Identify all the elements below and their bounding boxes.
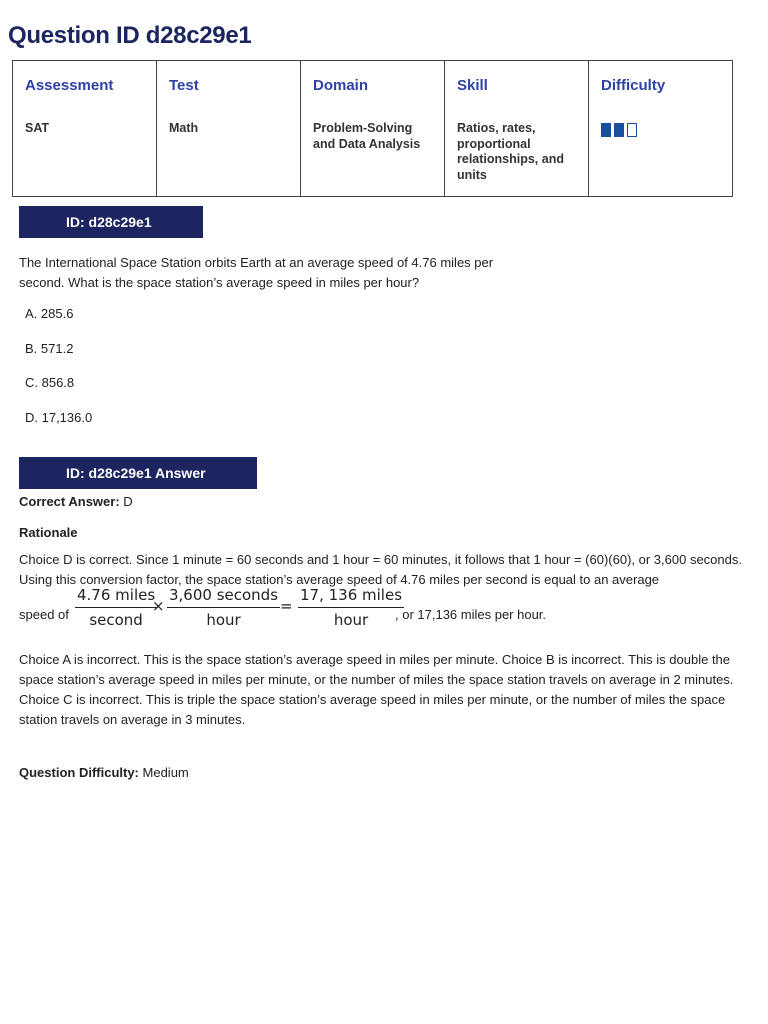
question-metadata-table xyxy=(12,60,733,197)
fraction-miles-per-second xyxy=(75,585,157,632)
skill-header: Skill xyxy=(457,77,488,94)
choice-c: C. 856.8 xyxy=(25,375,75,390)
difficulty-indicator xyxy=(601,123,720,137)
assessment-value: SAT xyxy=(25,121,50,135)
question-difficulty xyxy=(19,763,189,783)
fraction-denominator: hour xyxy=(333,611,369,629)
choice-d: D. 17,136.0 xyxy=(25,410,93,425)
choice-b: B. 571.2 xyxy=(25,341,74,356)
question-text: The International Space Station orbits Earth at an average speed of 4.76 miles per second. What is the space station’s average speed in miles per hour? xyxy=(19,255,494,290)
fraction-seconds-per-hour xyxy=(167,585,280,632)
answer-id-band: ID: d28c29e1 Answer xyxy=(19,457,257,489)
rationale-heading: Rationale xyxy=(19,525,78,540)
difficulty-cell xyxy=(589,61,733,197)
difficulty-header: Difficulty xyxy=(601,77,666,94)
test-cell xyxy=(157,61,301,197)
skill-cell xyxy=(445,61,589,197)
fraction-numerator: 3,600 seconds xyxy=(167,585,280,608)
times-sign: × xyxy=(152,597,165,615)
explanation-paragraph-2: Choice A is incorrect. This is the space station’s average speed in miles per minute. Choice B is incorrect. This is double the space station’s average speed in miles per minute, or the number of miles the space station travels on average in 2 minutes. Choice C is incorrect. This is triple the space station’s average speed in miles per minute, or the number of miles the space station travels on average in 3 minutes. xyxy=(19,652,734,727)
difficulty-bar-filled xyxy=(614,123,624,137)
test-header: Test xyxy=(169,77,199,94)
domain-header: Domain xyxy=(313,77,369,94)
equation-lead-text: speed of xyxy=(19,607,69,622)
fraction-denominator: second xyxy=(89,611,143,629)
question-id-band: ID: d28c29e1 xyxy=(19,206,203,238)
fraction-numerator: 4.76 miles xyxy=(75,585,157,608)
fraction-numerator: 17, 136 miles xyxy=(298,585,404,608)
equals-sign: = xyxy=(280,597,293,615)
difficulty-bar-filled xyxy=(601,123,611,137)
page-title: Question ID d28c29e1 xyxy=(8,22,252,49)
difficulty-value: Medium xyxy=(142,765,189,780)
correct-answer-value: D xyxy=(123,494,133,509)
assessment-cell xyxy=(13,61,157,197)
difficulty-label: Question Difficulty: xyxy=(19,765,139,780)
fraction-denominator: hour xyxy=(206,611,241,629)
difficulty-bar-empty xyxy=(627,123,637,137)
domain-cell xyxy=(301,61,445,197)
explanation-paragraph-1: Choice D is correct. Since 1 minute = 60 seconds and 1 hour = 60 minutes, it follows that 1 hour = (60)(60), or 3,600 seconds. Using this conversion factor, the space station’s average speed of 4.76 miles per second is equal to an average xyxy=(19,552,742,587)
correct-answer-label: Correct Answer: xyxy=(19,494,120,509)
correct-answer xyxy=(19,492,133,512)
equation-tail-text: , or 17,136 miles per hour. xyxy=(395,607,547,622)
skill-value: Ratios, rates, proportional relationships, and units xyxy=(457,121,564,182)
choice-a: A. 285.6 xyxy=(25,306,74,321)
test-value: Math xyxy=(169,121,199,135)
conversion-equation xyxy=(19,585,759,635)
domain-value: Problem-Solving and Data Analysis xyxy=(313,121,421,151)
fraction-result xyxy=(298,585,404,632)
assessment-header: Assessment xyxy=(25,77,114,94)
